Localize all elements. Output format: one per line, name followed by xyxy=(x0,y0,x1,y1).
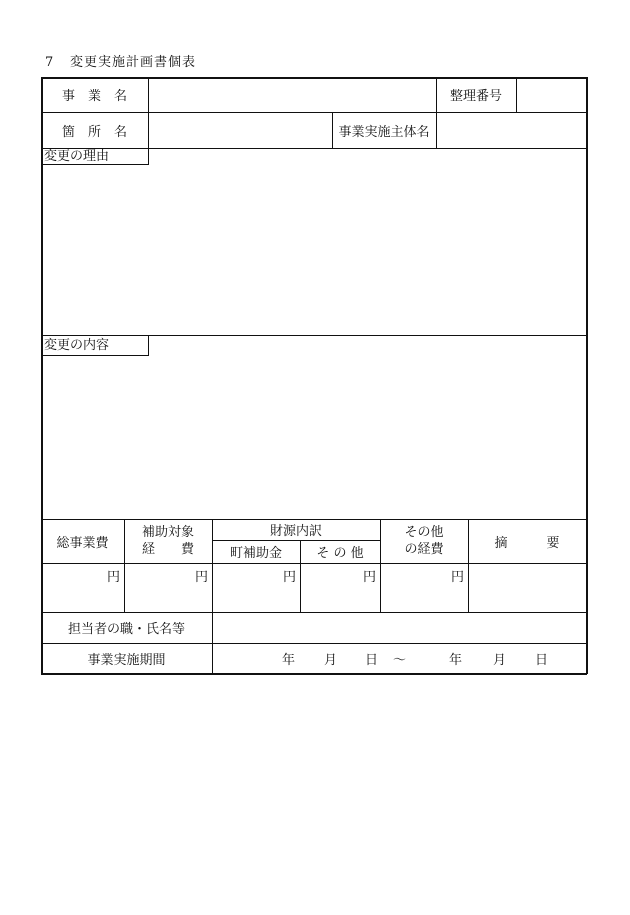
subsidy-target-header xyxy=(124,519,212,563)
outer-border-right xyxy=(586,77,588,674)
location-label: 箇 所 名 xyxy=(61,124,127,140)
reference-no-field[interactable] xyxy=(517,78,586,112)
other-costs-label-2: の経費 xyxy=(404,542,444,557)
implementing-body-label: 事業実施主体名 xyxy=(338,124,430,140)
implementing-body-field[interactable] xyxy=(437,113,586,148)
content-field[interactable] xyxy=(43,357,585,518)
period-start-month: 月 xyxy=(324,653,338,668)
funding-breakdown-label: 財源内訳 xyxy=(269,524,322,539)
subsidy-target-unit: 円 xyxy=(194,570,208,585)
total-cost-label: 総事業費 xyxy=(56,535,109,551)
town-subsidy-field[interactable] xyxy=(213,564,300,612)
other-funding-field[interactable] xyxy=(301,564,380,612)
period-end-year: 年 xyxy=(449,653,463,668)
location-field[interactable] xyxy=(149,113,332,148)
total-cost-unit: 円 xyxy=(106,570,120,585)
subsidy-target-field[interactable] xyxy=(125,564,212,612)
project-name-field[interactable] xyxy=(149,78,436,112)
period-end-day: 日 xyxy=(535,653,549,668)
remarks-field[interactable] xyxy=(469,564,586,612)
remarks-label: 摘 要 xyxy=(494,535,560,551)
period-tilde: ～ xyxy=(393,653,407,668)
person-in-charge-field[interactable] xyxy=(213,613,586,643)
period-start-year: 年 xyxy=(282,653,296,668)
person-in-charge-label: 担当者の職・氏名等 xyxy=(67,622,185,637)
period-label: 事業実施期間 xyxy=(87,652,166,668)
subsidy-target-label-1: 補助対象 xyxy=(141,525,194,540)
other-costs-field[interactable] xyxy=(381,564,468,612)
period-start-day: 日 xyxy=(365,653,379,668)
other-costs-label-1: その他 xyxy=(404,525,444,540)
project-name-label: 事 業 名 xyxy=(61,89,127,104)
subsidy-target-label-2: 経 費 xyxy=(141,542,194,557)
town-subsidy-unit: 円 xyxy=(282,570,296,585)
form-title xyxy=(45,51,196,70)
form-title-number: 7 xyxy=(45,55,55,70)
reference-no-label: 整理番号 xyxy=(449,89,502,104)
total-cost-field[interactable] xyxy=(42,564,124,612)
town-subsidy-label: 町補助金 xyxy=(229,546,282,561)
form-table xyxy=(41,77,587,674)
outer-border-bottom xyxy=(41,673,587,675)
other-costs-unit: 円 xyxy=(450,570,464,585)
other-label: そ の 他 xyxy=(316,546,364,561)
period-field[interactable] xyxy=(213,644,586,673)
content-label: 変更の内容 xyxy=(44,338,110,353)
period-end-month: 月 xyxy=(493,653,507,668)
form-title-text: 変更実施計画書個表 xyxy=(70,55,197,70)
reason-field[interactable] xyxy=(43,166,585,334)
reason-label: 変更の理由 xyxy=(44,149,110,164)
other-costs-header xyxy=(380,519,468,563)
other-funding-unit: 円 xyxy=(362,570,376,585)
